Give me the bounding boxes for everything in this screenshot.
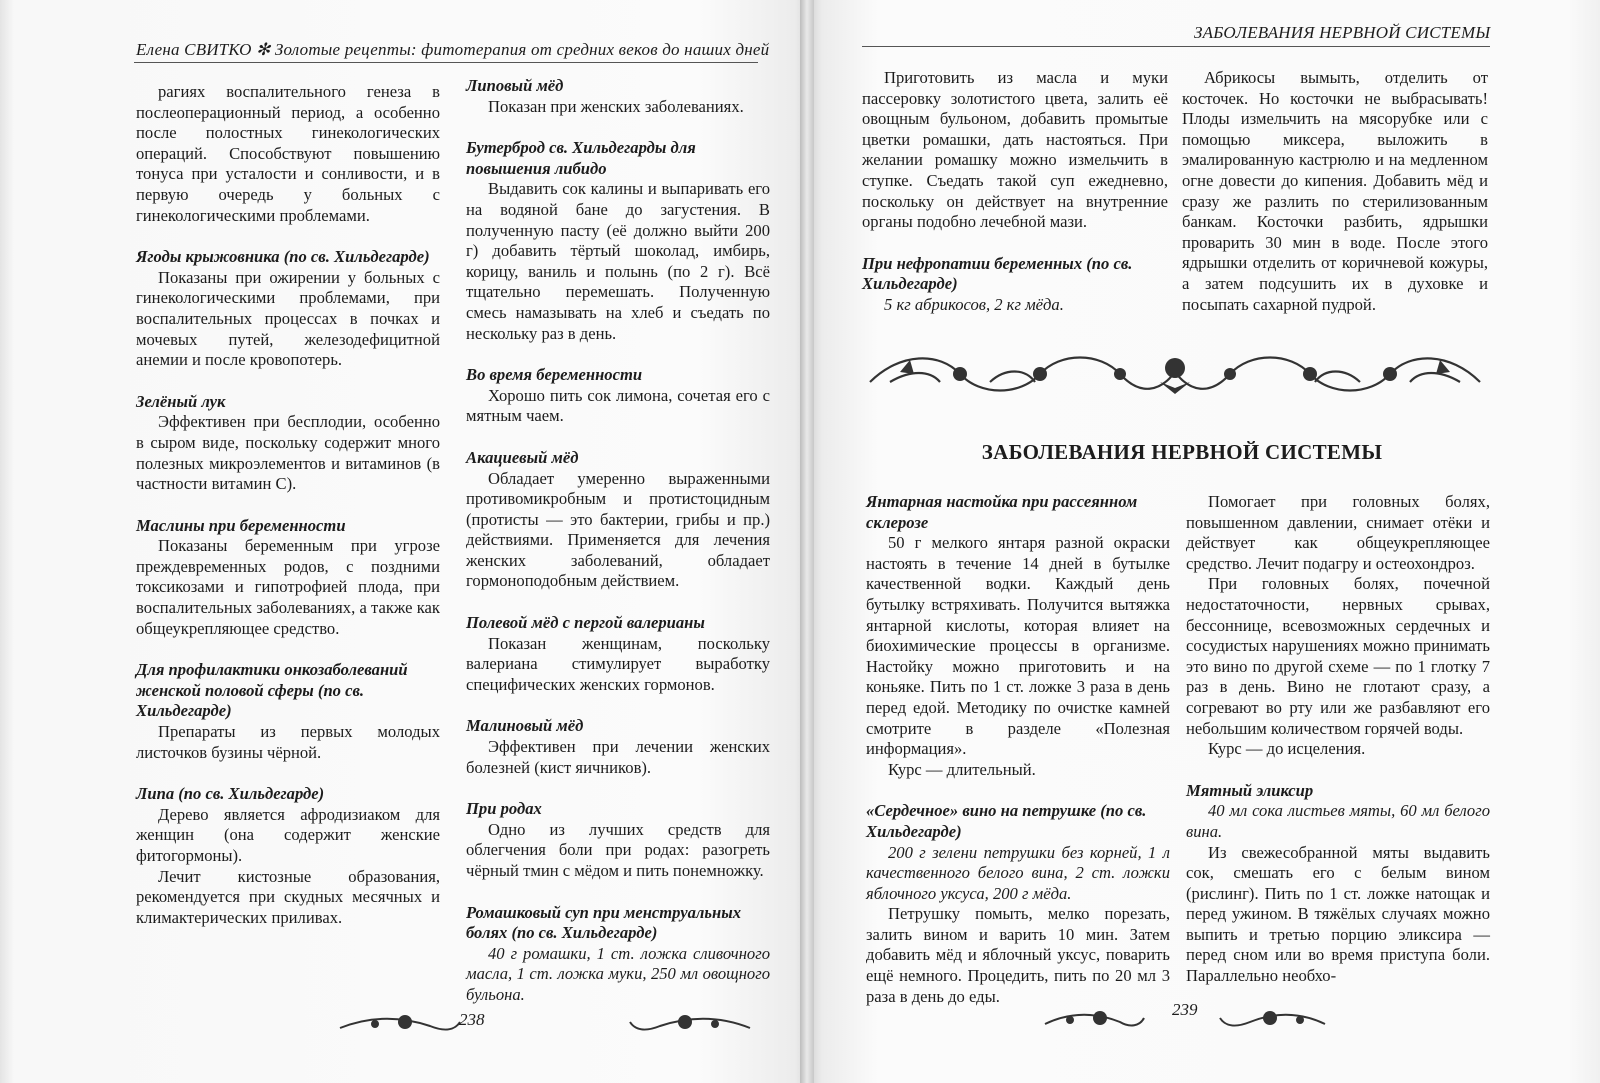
body-paragraph: 50 г мелкого янтаря разной окраски настоять в течение 14 дней в бутылке качественной водки. Каждый день бутылку встряхивать. Получится вытяжка янтарной кислоты, которая влияет на биохимические процессы в организме. Настойку можно приготовить и на коньяке. Пить по 1 ст. ложке 3 раза в день перед едой. Методику по очистке камней смотрите в разделе «Полезная информация». (866, 533, 1170, 759)
recipe-heading: Мятный эликсир (1186, 780, 1314, 800)
right-page-bottom-column-2 (1186, 492, 1490, 987)
ingredients-text: 5 кг абрикосов, 2 кг мёда. (884, 294, 1064, 314)
left-running-header: Елена СВИТКО ✻ Золотые рецепты: фитотерапия от средних веков до наших дней (136, 40, 770, 59)
paragraph-gap (1186, 760, 1490, 781)
left-footer-ornament (330, 1006, 760, 1040)
paragraph-gap (136, 763, 440, 784)
left-header-rule (134, 62, 758, 63)
right-page-number: 239 (1172, 1000, 1198, 1019)
body-paragraph: Абрикосы вымыть, отделить от косточек. Но косточки не выбрасывать! Плоды измельчить на мясорубке или с помощью миксера, выложить в эмалированную кастрюлю и на медленном огне довести до кипения. Добавить мёд и сразу же разлить по стерилизованным банкам. Косточки разбить, ядрышки проварить 30 мин в воде. После этого ядрышки отделить от коричневой кожуры, а затем подсушить их в духовке и посыпать сахарной пудрой. (1182, 68, 1488, 314)
book-spine (800, 0, 814, 1083)
paragraph-gap (136, 495, 440, 516)
recipe-heading: Маслины при беременности (136, 515, 346, 535)
paragraph-gap (466, 592, 770, 613)
body-paragraph: Помогает при головных болях, повышенном давлении, снимает отёки и действует как общеукрепляющее средство. Лечит подагру и остеохондроз. (1186, 492, 1490, 573)
right-page-top-column-2 (1182, 68, 1488, 315)
recipe-heading: Ромашковый суп при менструальных болях (по св. Хильдегарде) (466, 902, 742, 943)
left-page-column-2 (466, 76, 770, 1006)
section-title: ЗАБОЛЕВАНИЯ НЕРВНОЙ СИСТЕМЫ (981, 440, 1383, 464)
body-paragraph: Эффективен при бесплодии, особенно в сыром виде, поскольку содержит много полезных микроэлементов и витаминов (в частности витамин С). (136, 412, 440, 494)
recipe-heading: Липа (по св. Хильдегарде) (136, 784, 325, 804)
ingredients-text: 40 мл сока листьев мяты, 60 мл белого вина. (1186, 801, 1490, 841)
recipe-heading: Янтарная настойка при рассеянном склерозе (866, 492, 1138, 532)
body-paragraph: Эффективен при лечении женских болезней (кист яичников). (466, 737, 770, 777)
recipe-heading: Полевой мёд с пергой валерианы (466, 613, 705, 633)
body-paragraph: Показан при женских заболеваниях. (488, 96, 744, 116)
ornament-divider (860, 342, 1490, 406)
body-paragraph: Выдавить сок калины и выпаривать его на водяной бане до загустения. В полученную пасту (её должно выйти 200 г) добавить тёртый шоколад, имбирь, корицу, ваниль и полынь (по 2 г). Всё тщательно перемешать. Полученную смесь намазывать на хлеб и съедать по нескольку раз в день. (466, 179, 770, 343)
paragraph-gap (136, 371, 440, 392)
body-paragraph: Лечит кистозные образования, рекомендуется при скудных месячных и климактерических приливах. (136, 866, 440, 927)
recipe-heading: При нефропатии беременных (по св. Хильдегарде) (862, 253, 1133, 294)
paragraph-gap (466, 778, 770, 799)
body-paragraph: Одно из лучших средств для облегчения боли при родах: разогреть чёрный тмин с мёдом и пить понемножку. (466, 819, 770, 880)
paragraph-gap (466, 117, 770, 138)
body-paragraph: Из свежесобранной мяты выдавить сок, смешать его с белым вином (рислинг). Пить по 1 ст. ложке натощак и перед ужином. В тяжёлых случаях можно выпить и третью порцию эликсира — перед сном или во время приступа боли. Параллельно необхо- (1186, 842, 1490, 986)
ingredients-text: 40 г ромашки, 1 ст. ложка сливочного масла, 1 ст. ложка муки, 250 мл овощного бульона. (466, 943, 770, 1004)
body-paragraph: Курс — до исцеления. (1208, 739, 1366, 759)
recipe-heading: Бутерброд св. Хильдегарды для повышения либидо (466, 138, 696, 178)
paragraph-gap (466, 427, 770, 448)
body-paragraph: рагиях воспалительного генеза в послеоперационный период, а особенно после полостных гинекологических операций. Способствуют повышению тонуса при усталости и сонливости, и в первую очередь у больных с гинекологическими проблемами. (136, 82, 440, 225)
body-paragraph: Показаны при ожирении у больных с гинекологическими проблемами, при воспалительных процессах в почках и мочевых путей, железодефицитной анемии и после кровопотерь. (136, 267, 440, 370)
body-paragraph: Препараты из первых молодых листочков бузины чёрной. (136, 722, 440, 762)
right-page-bottom-column-1 (866, 492, 1170, 1007)
recipe-heading: Во время беременности (466, 365, 643, 385)
body-paragraph: Обладает умеренно выраженными противомикробным и протистоцидным (протисты — это бактерии, грибы и пр.) действиями. Применяется для лечения женских заболеваний, обладает гормоноподобным действием. (466, 468, 770, 591)
recipe-heading: При родах (466, 799, 542, 819)
recipe-heading: Для профилактики онкозаболеваний женской половой сферы (по св. Хильдегарде) (136, 660, 408, 721)
body-paragraph: При головных болях, почечной недостаточности, нервных срывах, бессоннице, всевозможных сердечных и сосудистых нарушениях можно принимать это вино по другой схеме — по 1 глотку 7 раз в день. Вино не глотают сразу, а согревают во рту или же разбавляют его небольшим количеством горячей воды. (1186, 574, 1490, 738)
left-page-column-1 (136, 82, 440, 928)
recipe-heading: Ягоды крыжовника (по св. Хильдегарде) (136, 247, 430, 267)
paragraph-gap (466, 695, 770, 716)
right-page-top-column-1 (862, 68, 1168, 316)
recipe-heading: Липовый мёд (466, 76, 564, 95)
paragraph-gap (136, 226, 440, 247)
ingredients-text: 200 г зелени петрушки без корней, 1 л качественного белого вина, 2 ст. ложки яблочного уксуса, 200 г мёда. (866, 842, 1170, 903)
recipe-heading: «Сердечное» вино на петрушке (по св. Хильдегарде) (866, 801, 1147, 841)
paragraph-gap (862, 233, 1168, 254)
body-paragraph: Дерево является афродизиаком для женщин (она содержит женские фитогормоны). (136, 804, 440, 865)
body-paragraph: Петрушку помыть, мелко порезать, залить вином и варить 10 мин. Затем добавить мёд и яблочный уксус, поварить ещё немного. Процедить, пить по 20 мл 3 раза в день до еды. (866, 904, 1170, 1006)
right-header-rule (862, 46, 1490, 47)
paragraph-gap (466, 344, 770, 365)
right-running-header: ЗАБОЛЕВАНИЯ НЕРВНОЙ СИСТЕМЫ (1194, 23, 1491, 42)
left-page-number: 238 (459, 1010, 485, 1029)
paragraph-gap (136, 639, 440, 660)
body-paragraph: Показан женщинам, поскольку валериана стимулирует выработку специфических женских гормонов. (466, 633, 770, 694)
body-paragraph: Приготовить из масла и муки пассеровку золотистого цвета, залить её овощным бульоном, добавить промытые цветки ромашки, дать настояться. При желании ромашку можно измельчить в ступке. Съедать такой суп ежедневно, поскольку он действует на внутренние органы подобно лечебной мази. (862, 68, 1168, 232)
body-paragraph: Хорошо пить сок лимона, сочетая его с мятным чаем. (466, 385, 770, 426)
recipe-heading: Акациевый мёд (466, 447, 579, 467)
recipe-heading: Малиновый мёд (466, 716, 584, 736)
paragraph-gap (866, 780, 1170, 801)
body-paragraph: Курс — длительный. (888, 759, 1036, 779)
recipe-heading: Зелёный лук (136, 391, 226, 411)
paragraph-gap (466, 882, 770, 903)
body-paragraph: Показаны беременным при угрозе преждевременных родов, с поздними токсикозами и гипотрофией плода, при воспалительных заболеваниях, а также как общеукрепляющее средство. (136, 536, 440, 638)
